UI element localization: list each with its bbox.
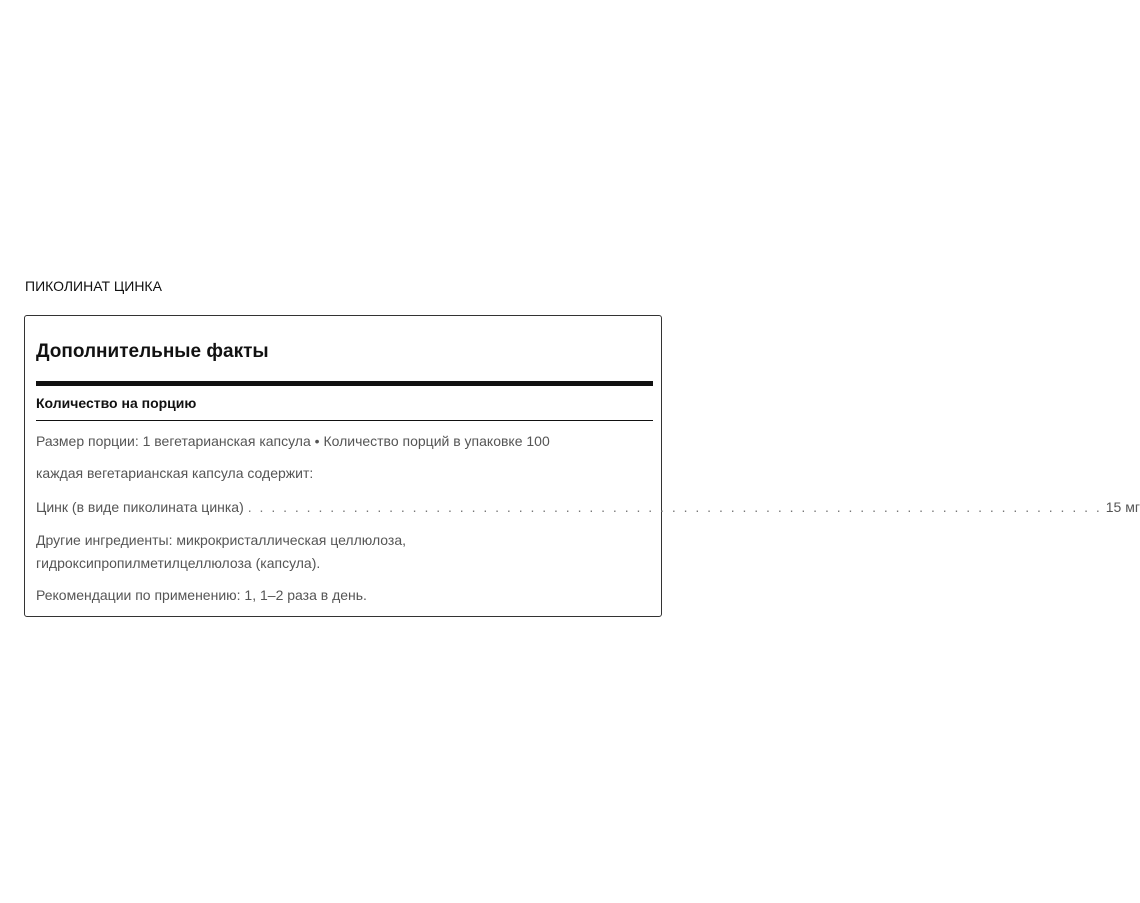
other-ingredients-line-2: гидроксипропилметилцеллюлоза (капсула).	[36, 555, 321, 571]
other-ingredients	[36, 529, 646, 575]
dot-leader: . . . . . . . . . . . . . . . . . . . . . . . . . . . . . . . . . . . . . . . . . . . . . . . . . . . . . . . . . . . . . . . . . . . . . . . . .	[247, 499, 1102, 515]
nutrient-name: Цинк (в виде пиколината цинка)	[36, 499, 244, 515]
thick-divider	[36, 381, 653, 386]
supplement-facts-panel	[24, 315, 1140, 617]
serving-size-line: Размер порции: 1 вегетарианская капсула • Количество порций в упаковке 100	[36, 433, 550, 449]
nutrient-amount: 15 мг	[1105, 499, 1140, 515]
facts-title: Дополнительные факты	[36, 341, 269, 362]
thin-divider	[36, 420, 653, 421]
other-ingredients-line-1: Другие ингредиенты: микрокристаллическая целлюлоза,	[36, 532, 407, 548]
nutrient-row-zinc	[36, 499, 1140, 515]
directions-line: Рекомендации по применению: 1, 1–2 раза в день.	[36, 587, 367, 603]
each-contains-line: каждая вегетарианская капсула содержит:	[36, 465, 314, 481]
amount-per-serving-heading: Количество на порцию	[36, 395, 197, 411]
product-name: ПИКОЛИНАТ ЦИНКА	[25, 278, 162, 294]
